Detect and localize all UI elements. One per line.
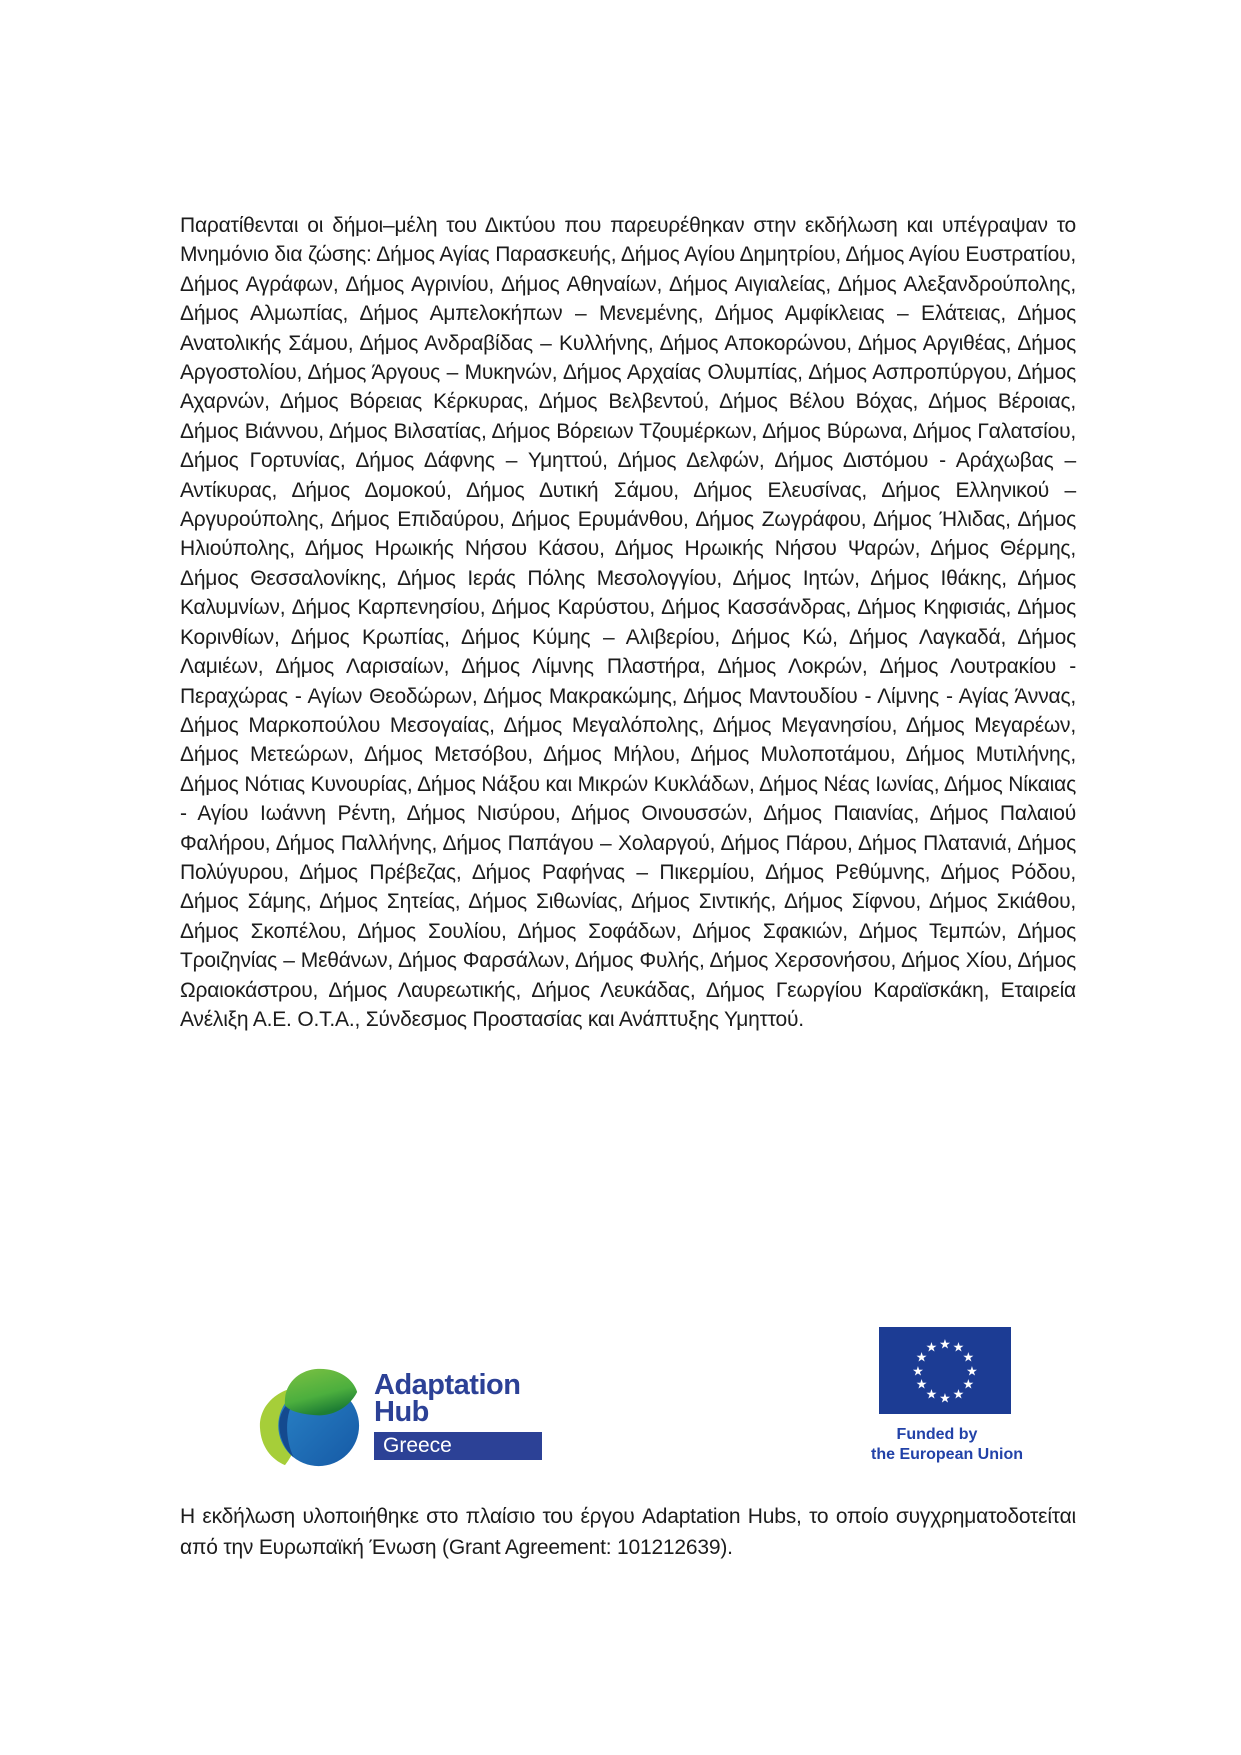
adaptation-hub-banner: Greece: [374, 1432, 542, 1460]
star-icon: ★: [962, 1376, 975, 1392]
star-icon: ★: [939, 1336, 951, 1351]
adaptation-hub-logo-text: [374, 1369, 542, 1460]
eu-funded-block: [871, 1327, 1023, 1465]
adaptation-hub-logo: [256, 1364, 546, 1468]
star-icon: ★: [925, 1386, 938, 1402]
eu-caption-line2: the European Union: [871, 1446, 1023, 1463]
star-icon: ★: [939, 1390, 951, 1405]
star-icon: ★: [925, 1339, 938, 1355]
star-icon: ★: [952, 1339, 965, 1355]
star-icon: ★: [915, 1349, 928, 1365]
municipalities-list-paragraph: Παρατίθενται οι δήμοι–μέλη του Δικτύου που παρευρέθηκαν στην εκδήλωση και υπέγραψαν το Μνημόνιο δια ζώσης: Δήμος Αγίας Παρασκευής, Δήμος Αγίου Δημητρίου, Δήμος Αγίου Ευστρατίου, Δήμος Αγράφων, Δήμος Αγρινίου, Δήμος Αθηναίων, Δήμος Αιγιαλείας, Δήμος Αλεξανδρούπολης, Δήμος Αλμωπίας, Δήμος Αμπελοκήπων – Μενεμένης, Δήμος Αμφίκλειας – Ελάτειας, Δήμος Ανατολικής Σάμου, Δήμος Ανδραβίδας – Κυλλήνης, Δήμος Αποκορώνου, Δήμος Αργιθέας, Δήμος Αργοστολίου, Δήμος Άργους – Μυκηνών, Δήμος Αρχαίας Ολυμπίας, Δήμος Ασπροπύργου, Δήμος Αχαρνών, Δήμος Βόρειας Κέρκυρας, Δήμος Βελβεντού, Δήμος Βέλου Βόχας, Δήμος Βέροιας, Δήμος Βιάννου, Δήμος Βιλσατίας, Δήμος Βόρειων Τζουμέρκων, Δήμος Βύρωνα, Δήμος Γαλατσίου, Δήμος Γορτυνίας, Δήμος Δάφνης – Υμηττού, Δήμος Δελφών, Δήμος Διστόμου - Αράχωβας – Αντίκυρας, Δήμος Δομοκού, Δήμος Δυτική Σάμου, Δήμος Ελευσίνας, Δήμος Ελληνικού – Αργυρούπολης, Δήμος Επιδαύρου, Δήμος Ερυμάνθου, Δήμος Ζωγράφου, Δήμος Ήλιδας, Δήμος Ηλιούπολης, Δήμος Ηρωικής Νήσου Κάσου, Δήμος Ηρωικής Νήσου Ψαρών, Δήμος Θέρμης, Δήμος Θεσσαλονίκης, Δήμος Ιεράς Πόλης Μεσολογγίου, Δήμος Ιητών, Δήμος Ιθάκης, Δήμος Καλυμνίων, Δήμος Καρπενησίου, Δήμος Καρύστου, Δήμος Κασσάνδρας, Δήμος Κηφισιάς, Δήμος Κορινθίων, Δήμος Κρωπίας, Δήμος Κύμης – Αλιβερίου, Δήμος Κώ, Δήμος Λαγκαδά, Δήμος Λαμιέων, Δήμος Λαρισαίων, Δήμος Λίμνης Πλαστήρα, Δήμος Λοκρών, Δήμος Λουτρακίου - Περαχώρας - Αγίων Θεοδώρων, Δήμος Μακρακώμης, Δήμος Μαντουδίου - Λίμνης - Αγίας Άννας, Δήμος Μαρκοπούλου Μεσογαίας, Δήμος Μεγαλόπολης, Δήμος Μεγανησίου, Δήμος Μεγαρέων, Δήμος Μετεώρων, Δήμος Μετσόβου, Δήμος Μήλου, Δήμος Μυλοποτάμου, Δήμος Μυτιλήνης, Δήμος Νότιας Κυνουρίας, Δήμος Νάξου και Μικρών Κυκλάδων, Δήμος Νέας Ιωνίας, Δήμος Νίκαιας - Αγίου Ιωάννη Ρέντη, Δήμος Νισύρου, Δήμος Οινουσσών, Δήμος Παιανίας, Δήμος Παλαιού Φαλήρου, Δήμος Παλλήνης, Δήμος Παπάγου – Χολαργού, Δήμος Πάρου, Δήμος Πλατανιά, Δήμος Πολύγυρου, Δήμος Πρέβεζας, Δήμος Ραφήνας – Πικερμίου, Δήμος Ρεθύμνης, Δήμος Ρόδου, Δήμος Σάμης, Δήμος Σητείας, Δήμος Σιθωνίας, Δήμος Σιντικής, Δήμος Σίφνου, Δήμος Σκιάθου, Δήμος Σκοπέλου, Δήμος Σουλίου, Δήμος Σοφάδων, Δήμος Σφακιών, Δήμος Τεμπών, Δήμος Τροιζηνίας – Μεθάνων, Δήμος Φαρσάλων, Δήμος Φυλής, Δήμος Χερσονήσου, Δήμος Χίου, Δήμος Ωραιοκάστρου, Δήμος Λαυρεωτικής, Δήμος Λευκάδας, Δήμος Γεωργίου Καραϊσκάκη, Εταιρεία Ανέλιξη Α.Ε. Ο.Τ.Α., Σύνδεσμος Προστασίας και Ανάπτυξης Υμηττού.: [180, 214, 1076, 1031]
star-icon: ★: [915, 1376, 928, 1392]
adaptation-hub-title-line1: Adaptation: [374, 1369, 521, 1401]
adaptation-hub-title-line2: Hub: [374, 1396, 429, 1428]
eu-funding-caption: [871, 1425, 1023, 1465]
eu-flag-icon: [879, 1327, 1011, 1414]
star-icon: ★: [952, 1386, 965, 1402]
eu-caption-line1: Funded by: [896, 1426, 978, 1443]
star-icon: ★: [962, 1349, 975, 1365]
funding-statement-paragraph: Η εκδήλωση υλοποιήθηκε στο πλαίσιο του έργου Adaptation Hubs, το οποίο συγχρηματοδοτείται από την Ευρωπαϊκή Ένωση (Grant Agreement: 101212639).: [180, 1505, 1076, 1559]
star-icon: ★: [966, 1363, 978, 1378]
star-icon: ★: [912, 1363, 924, 1378]
adaptation-hub-logo-mark: [256, 1366, 364, 1468]
